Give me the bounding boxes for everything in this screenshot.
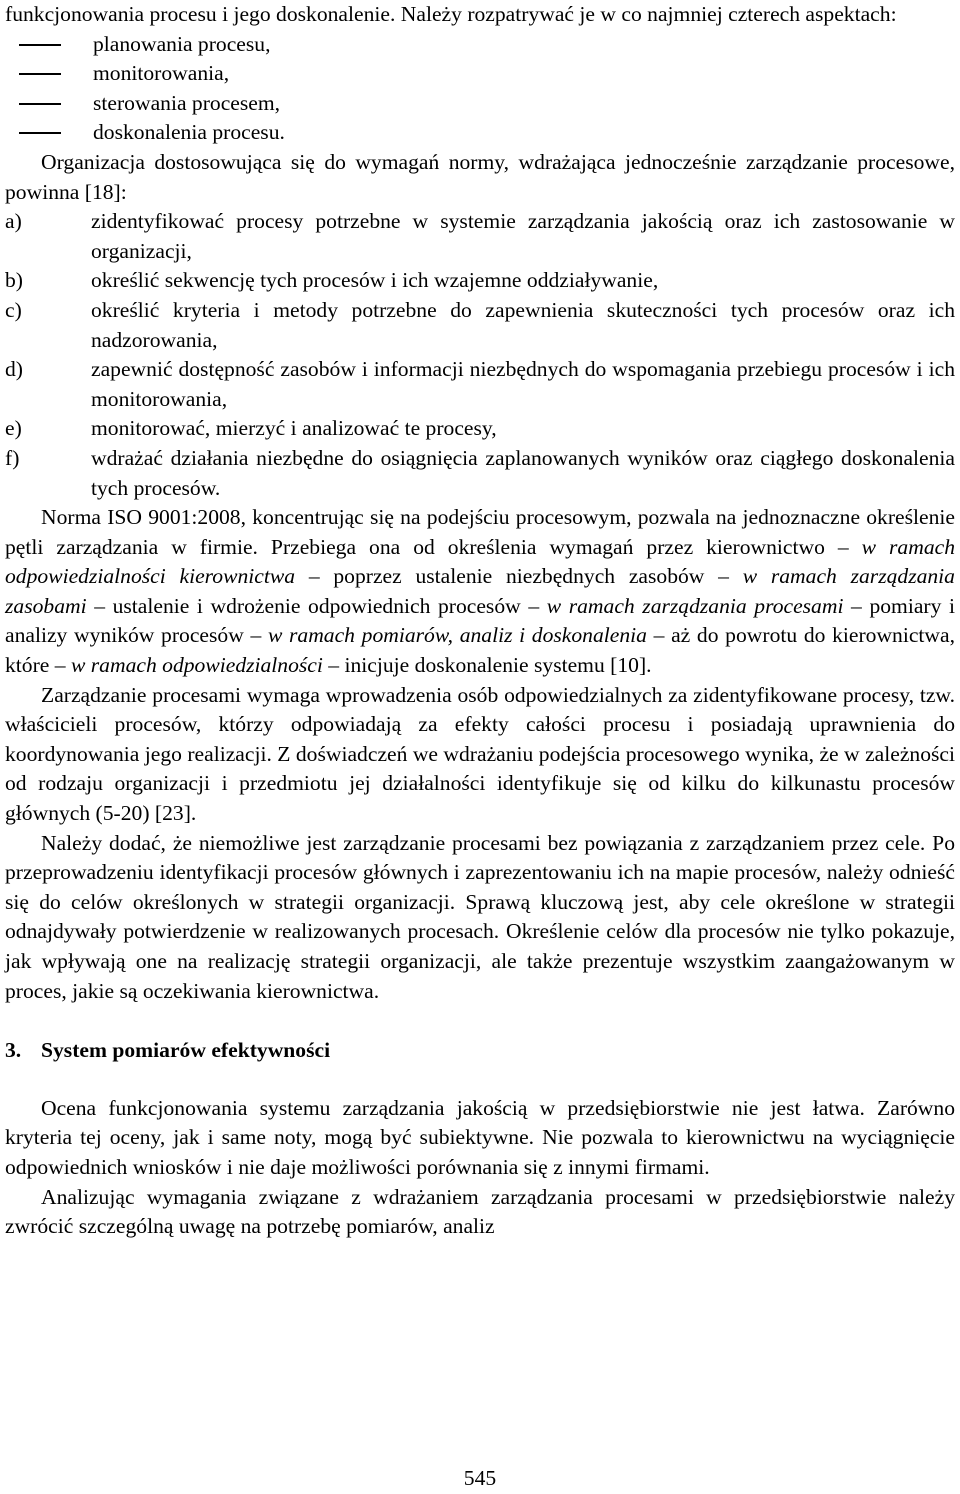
list-item: e) monitorować, mierzyć i analizować te procesy, [5, 416, 497, 441]
intro-paragraph: funkcjonowania procesu i jego doskonalenie. Należy rozpatrywać je w co najmniej czterech aspektach: [5, 2, 897, 26]
evaluation-paragraph: Ocena funkcjonowania systemu zarządzania jakością w przedsiębiorstwie nie jest łatwa. Zarówno kryteria tej oceny, jak i same noty, mogą być subiektywne. Nie pozwala to kierownictwu na wyciągnięcie odpowiednich wniosków i nie daje możliwości porównania się z innymi firmami. [5, 1095, 955, 1179]
list-item: b) określić sekwencję tych procesów i ich wzajemne oddziaływanie, [5, 268, 659, 293]
dash-bullet [19, 44, 61, 46]
list-item: d) zapewnić dostępność zasobów i informacji niezbędnych do wspomagania przebiegu procesów i ich monitorowania, [5, 357, 955, 411]
list-item: planowania procesu, [5, 30, 955, 60]
list-item: monitorowania, [5, 59, 955, 89]
process-management-paragraph: Zarządzanie procesami wymaga wprowadzenia osób odpowiedzialnych za zidentyfikowane procesy, tzw. właścicieli procesów, którzy odpowiadają za efekty całości procesu i posiadają uprawnienia do koordynowania jego realizacji. Z doświadczeń we wdrażaniu podejścia procesowego wynika, że w zależności od rodzaju organizacji i przedmiotu jej działalności identyfikuje się od kilku do kilkunastu procesów głównych (5-20) [23]. [5, 682, 955, 826]
section-heading [5, 1036, 955, 1066]
analysis-paragraph: Analizując wymagania związane z wdrażaniem zarządzania procesami w przedsiębiorstwie należy zwrócić szczególną uwagę na potrzebę pomiarów, analiz [5, 1184, 955, 1239]
requirements-list [5, 207, 955, 503]
page-number: 545 [463, 1466, 497, 1490]
norma-paragraph: Norma ISO 9001:2008, koncentrując się na podejściu procesowym, pozwala na jednoznaczne określenie pętli zarządzania w firmie. Przebiega ona od określenia wymagań przez kierownictwo – w ramach odpowiedzialności kierownictwa – poprzez ustalenie niezbędnych zasobów – w ramach zarządzania zasobami – ustalenie i wdrożenie odpowiednich procesów – w ramach zarządzania procesami – pomiary i analizy wyników procesów – w ramach pomiarów, analiz i doskonalenia – aż do powrotu do kierownictwa, które – w ramach odpowiedzialności – inicjuje doskonalenie systemu [10]. [5, 505, 955, 678]
section-title: System pomiarów efektywności [41, 1038, 331, 1063]
list-item: a) zidentyfikować procesy potrzebne w systemie zarządzania jakością oraz ich zastosowanie w organizacji, [5, 209, 955, 263]
objectives-paragraph: Należy dodać, że niemożliwe jest zarządzanie procesami bez powiązania z zarządzaniem przez cele. Po przeprowadzeniu identyfikacji procesów głównych i zaprezentowaniu ich na mapie procesów, należy odnieść się do celów określonych w strategii organizacji. Sprawą kluczową jest, aby cele określone w strategii odnajdywały potwierdzenie w realizowanych procesach. Określenie celów dla procesów nie tylko pokazuje, jak wpływają one na realizację strategii organizacji, ale także prezentuje wszystkim zaangażowanym w proces, jakie są oczekiwania kierownictwa. [5, 830, 955, 1003]
document-page [5, 0, 955, 1242]
list-item: sterowania procesem, [5, 89, 955, 119]
list-item: doskonalenia procesu. [5, 118, 955, 148]
aspects-list [5, 30, 955, 148]
list-item: f) wdrażać działania niezbędne do osiągnięcia zaplanowanych wyników oraz ciągłego doskonalenia tych procesów. [5, 445, 955, 500]
dash-bullet [19, 132, 61, 134]
organization-paragraph: Organizacja dostosowująca się do wymagań normy, wdrażająca jednocześnie zarządzanie procesowe, powinna [18]: [5, 149, 955, 204]
dash-bullet [19, 103, 61, 105]
list-item: c) określić kryteria i metody potrzebne do zapewnienia skuteczności tych procesów oraz ich nadzorowania, [5, 297, 955, 352]
dash-bullet [19, 73, 61, 75]
section-number: 3. [5, 1038, 22, 1063]
